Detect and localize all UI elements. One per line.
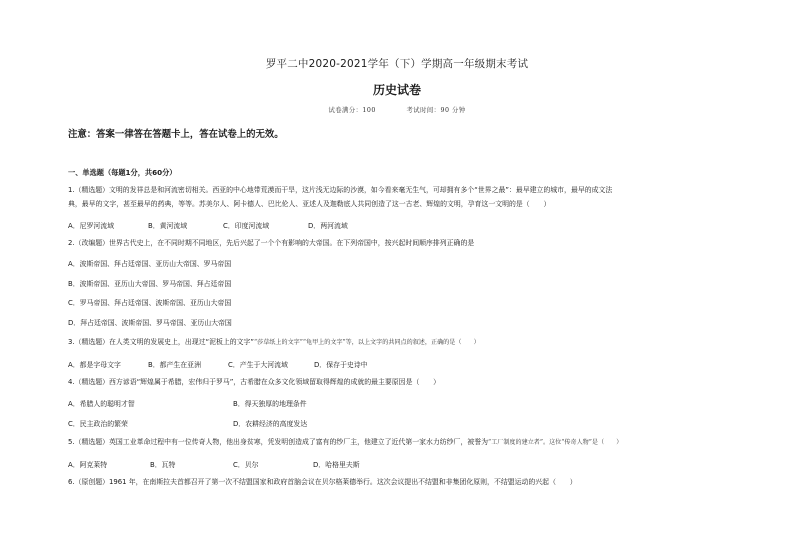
question-2-option-b: B．波斯帝国、亚历山大帝国、罗马帝国、拜占廷帝国 — [68, 280, 232, 288]
exam-subject: 历史试卷 — [372, 83, 421, 97]
option-b: B．都产生在亚洲 — [148, 361, 201, 369]
question-5-text — [68, 438, 622, 447]
option-c: C．产生于大河流域 — [228, 361, 288, 369]
option-c: C．印度河流域 — [223, 222, 270, 230]
option-b: B．黄河流域 — [148, 222, 188, 230]
question-3-text-rest: “莎草纸上的文字”“龟甲上的文字”等，以上文字的共同点的叙述，正确的是（ ） — [253, 339, 480, 346]
section-heading: 一、单选题（每题1分，共60分） — [68, 168, 177, 177]
exam-title: 罗平二中2020-2021学年（下）学期高一年级期末考试 — [265, 58, 529, 70]
question-2-option-a: A．波斯帝国、拜占廷帝国、亚历山大帝国、罗马帝国 — [68, 260, 232, 268]
question-5-text-main: 5.（精选题）英国工业革命过程中有一位传奇人物，他出身贫寒，凭发明创造成了富有的纱厂主，他建立了近代第一家水力纺纱厂，被誉为 — [68, 438, 489, 446]
full-score: 试卷满分：100 — [328, 107, 376, 114]
option-c: C．贝尔 — [233, 461, 259, 469]
option-a: A．阿克莱特 — [68, 461, 108, 469]
question-5-text-rest: “工厂制度的建立者”。这位“传奇人物”是（ ） — [488, 439, 623, 446]
option-d: D．农耕经济的高度发达 — [233, 420, 308, 428]
option-a: A．希腊人的聪明才智 — [68, 400, 135, 408]
exam-meta — [0, 105, 794, 114]
option-b: B．得天独厚的地理条件 — [233, 400, 307, 408]
question-3-text — [68, 338, 480, 347]
question-6-text: 6.（原创题）1961 年，在南斯拉夫首都召开了第一次不结盟国家和政府首脑会议在贝尔格莱德举行。这次会议提出不结盟和非集团化原则，不结盟运动的兴起（ ） — [68, 478, 577, 486]
option-d: D．保存于史诗中 — [314, 361, 368, 369]
question-2-option-d: D．拜占廷帝国、波斯帝国、罗马帝国、亚历山大帝国 — [68, 319, 232, 327]
question-2-option-c: C．罗马帝国、拜占廷帝国、波斯帝国、亚历山大帝国 — [68, 299, 232, 307]
option-a: A．都是字母文字 — [68, 361, 121, 369]
question-4-text: 4.（精选题）西方谚语“辉煌属于希腊，宏伟归于罗马”，古希腊在众多文化领域留取得辉煌的成就的最主要原因是（ ） — [68, 378, 441, 386]
option-a: A．尼罗河流域 — [68, 222, 115, 230]
exam-notice: 注意：答案一律答在答题卡上，答在试卷上的无效。 — [68, 129, 284, 140]
option-c: C．民主政治的繁荣 — [68, 420, 128, 428]
option-d: D．哈格里夫斯 — [313, 461, 360, 469]
question-3-text-main: 3.（精选题）在人类文明的发展史上，出现过“泥板上的文字” — [68, 338, 254, 346]
option-b: B．瓦特 — [150, 461, 176, 469]
question-2-text: 2.（改编题）世界古代史上，在不同时期不同地区，先后兴起了一个个有影响的大帝国。在下列帝国中，按兴起时间顺序排列正确的是 — [68, 239, 475, 247]
question-1-text-line2: 典，最早的文字，甚至最早的药典，等等。苏美尔人、阿卡德人、巴比伦人、亚述人及迦勒底人共同创造了这一古老、辉煌的文明，孕育这一文明的是（ ） — [68, 200, 551, 208]
option-d: D．两河流域 — [308, 222, 348, 230]
exam-time: 考试时间：90 分钟 — [406, 107, 466, 114]
question-1-text-line1: 1.（精选题）文明的发祥总是和河流密切相关。西亚的中心地带荒漠而干旱，这片浅无边际的沙漠，如今看来毫无生气，可却拥有多个“世界之最”：最早建立的城市，最早的成文法 — [68, 186, 613, 194]
